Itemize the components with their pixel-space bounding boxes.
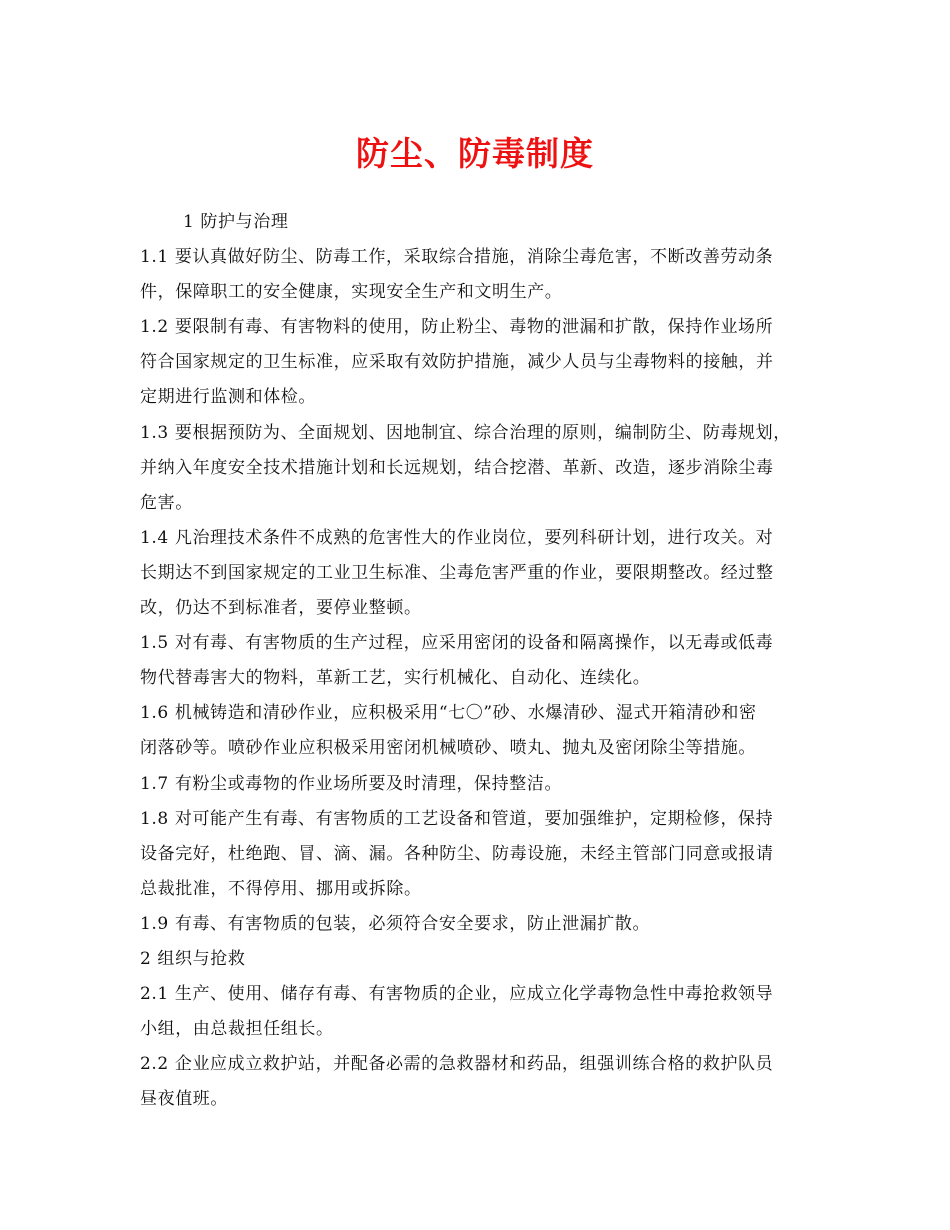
body-line: 物代替毒害大的物料，革新工艺，实行机械化、自动化、连续化。 xyxy=(140,668,651,689)
body-line: 符合国家规定的卫生标准，应采取有效防护措施，减少人员与尘毒物料的接触，并 xyxy=(140,352,774,373)
body-line: 1.9 有毒、有害物质的包装，必须符合安全要求，防止泄漏扩散。 xyxy=(140,913,651,934)
body-line: 2.1 生产、使用、储存有毒、有害物质的企业，应成立化学毒物急性中毒抢救领导 xyxy=(140,984,774,1005)
body-line: 件，保障职工的安全健康，实现安全生产和文明生产。 xyxy=(140,282,563,303)
body-line: 小组，由总裁担任组长。 xyxy=(140,1019,334,1040)
body-line: 1.1 要认真做好防尘、防毒工作，采取综合措施，消除尘毒危害，不断改善劳动条 xyxy=(140,247,774,268)
body-line: 1.3 要根据预防为、全面规划、因地制宜、综合治理的原则，编制防尘、防毒规划， xyxy=(140,422,791,443)
body-line: 1.7 有粉尘或毒物的作业场所要及时清理，保持整洁。 xyxy=(140,773,563,794)
body-line: 1.8 对可能产生有毒、有害物质的工艺设备和管道，要加强维护，定期检修，保持 xyxy=(140,808,774,829)
body-line: 并纳入年度安全技术措施计划和长远规划，结合挖潜、革新、改造，逐步消除尘毒 xyxy=(140,457,774,478)
document-title: 防尘、防毒制度 xyxy=(356,134,594,173)
body-line: 总裁批准，不得停用、挪用或拆除。 xyxy=(140,878,422,899)
body-line: 1.4 凡治理技术条件不成熟的危害性大的作业岗位，要列科研计划，进行攻关。对 xyxy=(140,527,774,548)
body-line: 设备完好，杜绝跑、冒、滴、漏。各种防尘、防毒设施，未经主管部门同意或报请 xyxy=(140,843,774,864)
body-line: 长期达不到国家规定的工业卫生标准、尘毒危害严重的作业，要限期整改。经过整 xyxy=(140,562,774,583)
body-line: 定期进行监测和体检。 xyxy=(140,387,316,408)
body-line: 2.2 企业应成立救护站，并配备必需的急救器材和药品，组强训练合格的救护队员 xyxy=(140,1054,774,1075)
document-body xyxy=(140,205,815,1117)
section-heading-2: 2 组织与抢救 xyxy=(140,948,246,969)
body-line: 改，仍达不到标准者，要停业整顿。 xyxy=(140,598,422,619)
body-line: 危害。 xyxy=(140,492,193,513)
body-line: 1.2 要限制有毒、有害物料的使用，防止粉尘、毒物的泄漏和扩散，保持作业场所 xyxy=(140,317,774,338)
body-line: 1.6 机械铸造和清砂作业，应积极采用“七〇”砂、水爆清砂、湿式开箱清砂和密 xyxy=(140,703,757,724)
body-line: 昼夜值班。 xyxy=(140,1089,228,1110)
section-heading-1: 1 防护与治理 xyxy=(183,212,289,232)
body-line: 1.5 对有毒、有害物质的生产过程，应采用密闭的设备和隔离操作，以无毒或低毒 xyxy=(140,633,774,654)
body-line: 闭落砂等。喷砂作业应积极采用密闭机械喷砂、喷丸、抛丸及密闭除尘等措施。 xyxy=(140,738,756,759)
